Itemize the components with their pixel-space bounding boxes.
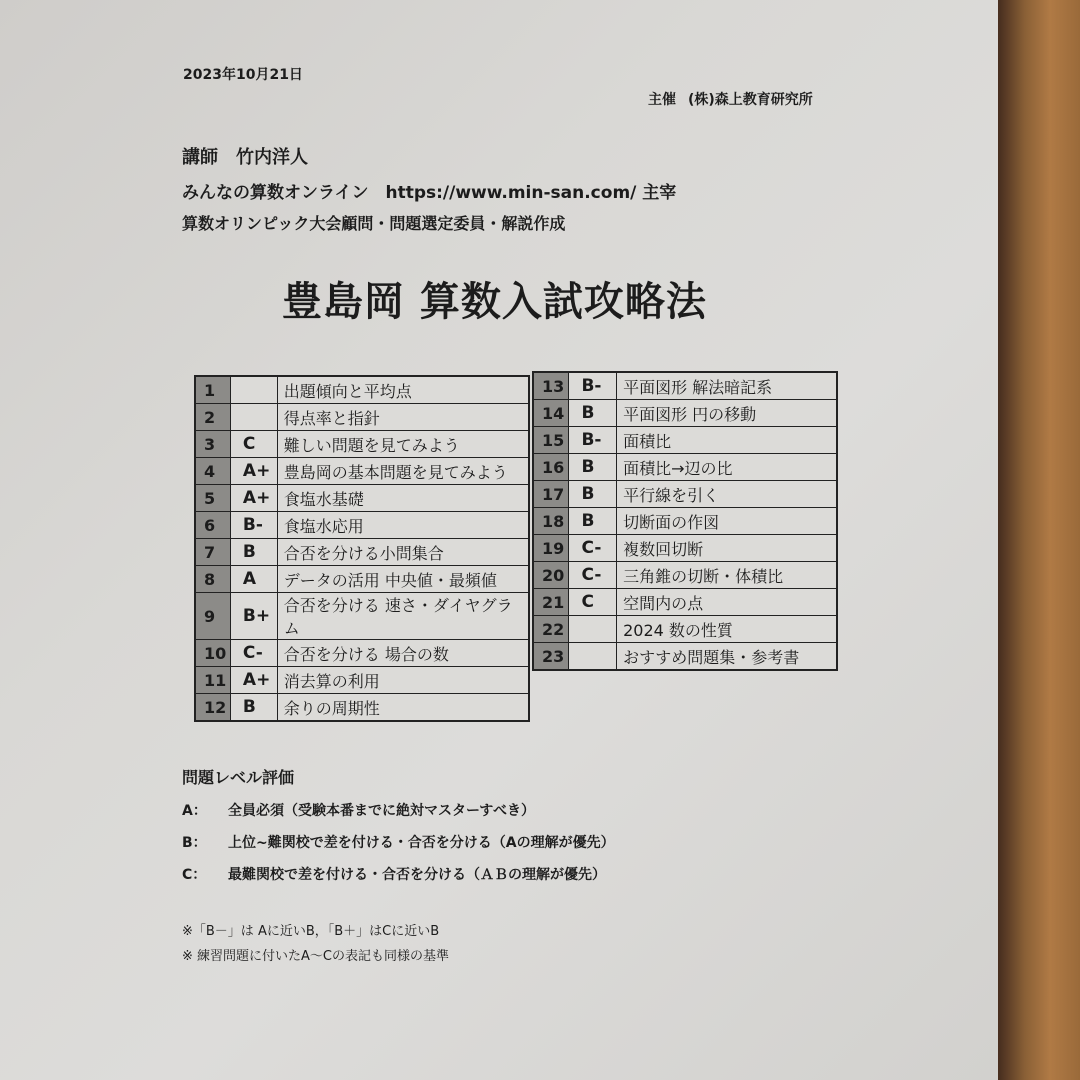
note-1: ※「B－」は Aに近いB，「B＋」はCに近いB xyxy=(182,924,440,939)
toc-row xyxy=(533,508,837,535)
toc-level: A+ xyxy=(230,667,277,694)
toc-number: 18 xyxy=(533,508,569,535)
toc-topic: 平面図形 解法暗記系 xyxy=(617,372,837,400)
level-a xyxy=(182,800,535,820)
toc-topic: データの活用 中央値・最頻値 xyxy=(277,566,529,593)
toc-number: 20 xyxy=(533,562,569,589)
toc-row xyxy=(195,458,529,485)
organizer xyxy=(648,89,825,109)
toc-topic: 複数回切断 xyxy=(617,535,837,562)
toc-number: 1 xyxy=(195,376,230,404)
toc-level: B xyxy=(569,508,617,535)
levels-heading: 問題レベル評価 xyxy=(182,768,295,787)
toc-number: 22 xyxy=(533,616,569,643)
toc-level: A+ xyxy=(230,458,277,485)
toc-topic: 余りの周期性 xyxy=(277,694,529,722)
toc-level: C xyxy=(569,589,617,616)
toc-topic: 消去算の利用 xyxy=(277,667,529,694)
toc-number: 19 xyxy=(533,535,569,562)
toc-topic: 面積比→辺の比 xyxy=(617,454,837,481)
toc-topic: 食塩水基礎 xyxy=(277,485,529,512)
level-a-key: A： xyxy=(182,803,207,819)
toc-row xyxy=(533,643,837,671)
toc-row xyxy=(195,376,529,404)
toc-level: C- xyxy=(230,640,277,667)
toc-row xyxy=(533,589,837,616)
toc-row xyxy=(195,431,529,458)
toc-topic: 平面図形 円の移動 xyxy=(617,400,837,427)
toc-topic: 食塩水応用 xyxy=(277,512,529,539)
toc-level: C- xyxy=(569,562,617,589)
toc-level xyxy=(569,643,617,671)
toc-number: 23 xyxy=(533,643,569,671)
toc-topic: 空間内の点 xyxy=(617,589,837,616)
toc-level xyxy=(569,616,617,643)
toc-number: 14 xyxy=(533,400,569,427)
toc-level: B xyxy=(569,454,617,481)
toc-topic: 平行線を引く xyxy=(617,481,837,508)
toc-level: B- xyxy=(230,512,277,539)
toc-level: B- xyxy=(569,372,617,400)
toc-row xyxy=(533,481,837,508)
toc-number: 7 xyxy=(195,539,230,566)
toc-row xyxy=(195,539,529,566)
toc-row xyxy=(195,566,529,593)
toc-row xyxy=(533,400,837,427)
toc-number: 17 xyxy=(533,481,569,508)
page-title: 豊島岡 算数入試攻略法 xyxy=(282,279,707,325)
level-c-desc: 最難関校で差を付ける・合否を分ける（ＡＢの理解が優先） xyxy=(228,867,606,883)
toc-level: A+ xyxy=(230,485,277,512)
toc-topic: 2024 数の性質 xyxy=(617,616,837,643)
toc-level: B+ xyxy=(230,593,277,640)
toc-table-right xyxy=(532,371,838,671)
toc-number: 9 xyxy=(195,593,230,640)
level-b-key: B： xyxy=(182,835,207,851)
level-a-desc: 全員必須（受験本番までに絶対マスターすべき） xyxy=(228,803,536,819)
toc-level: B xyxy=(569,400,617,427)
toc-level: B xyxy=(230,694,277,722)
toc-topic: 合否を分ける 場合の数 xyxy=(277,640,529,667)
toc-number: 11 xyxy=(195,667,230,694)
toc-topic: 面積比 xyxy=(617,427,837,454)
site-line: みんなの算数オンライン https://www.min-san.com/ 主宰 xyxy=(182,183,677,203)
toc-row xyxy=(195,485,529,512)
toc-level xyxy=(230,376,277,404)
toc-row xyxy=(533,372,837,400)
toc-row xyxy=(195,593,529,640)
toc-number: 3 xyxy=(195,431,230,458)
toc-row xyxy=(533,562,837,589)
toc-topic: 豊島岡の基本問題を見てみよう xyxy=(277,458,529,485)
toc-row xyxy=(533,454,837,481)
level-c xyxy=(182,864,606,884)
role-line: 算数オリンピック大会顧問・問題選定委員・解説作成 xyxy=(182,214,566,233)
toc-topic: 三角錐の切断・体積比 xyxy=(617,562,837,589)
toc-row xyxy=(195,667,529,694)
toc-number: 15 xyxy=(533,427,569,454)
note-2: ※ 練習問題に付いたA～Cの表記も同様の基準 xyxy=(182,949,449,964)
toc-level: C- xyxy=(569,535,617,562)
toc-table-left xyxy=(194,375,530,722)
toc-number: 4 xyxy=(195,458,230,485)
toc-topic: 出題傾向と平均点 xyxy=(277,376,529,404)
toc-row xyxy=(533,616,837,643)
level-b-desc: 上位~難関校で差を付ける・合否を分ける（Aの理解が優先） xyxy=(228,835,615,851)
toc-topic: 合否を分ける小問集合 xyxy=(277,539,529,566)
toc-row xyxy=(195,404,529,431)
toc-number: 5 xyxy=(195,485,230,512)
toc-level: C xyxy=(230,431,277,458)
toc-number: 8 xyxy=(195,566,230,593)
toc-topic: おすすめ問題集・参考書 xyxy=(617,643,837,671)
toc-number: 21 xyxy=(533,589,569,616)
date: 2023年10月21日 xyxy=(183,67,303,83)
toc-number: 12 xyxy=(195,694,230,722)
toc-level xyxy=(230,404,277,431)
toc-level: B xyxy=(569,481,617,508)
organizer-label: 主催 xyxy=(648,92,676,108)
level-b xyxy=(182,832,615,852)
toc-row xyxy=(533,535,837,562)
toc-level: A xyxy=(230,566,277,593)
toc-number: 16 xyxy=(533,454,569,481)
toc-number: 2 xyxy=(195,404,230,431)
toc-topic: 切断面の作図 xyxy=(617,508,837,535)
toc-level: B xyxy=(230,539,277,566)
toc-row xyxy=(533,427,837,454)
organizer-name: (株)森上教育研究所 xyxy=(688,92,813,108)
toc-number: 6 xyxy=(195,512,230,539)
level-c-key: C： xyxy=(182,867,207,883)
toc-row xyxy=(195,512,529,539)
toc-number: 13 xyxy=(533,372,569,400)
toc-row xyxy=(195,640,529,667)
toc-topic: 得点率と指針 xyxy=(277,404,529,431)
toc-topic: 合否を分ける 速さ・ダイヤグラム xyxy=(277,593,529,640)
toc-row xyxy=(195,694,529,722)
lecturer-line: 講師 竹内洋人 xyxy=(182,147,308,168)
toc-level: B- xyxy=(569,427,617,454)
toc-number: 10 xyxy=(195,640,230,667)
toc-topic: 難しい問題を見てみよう xyxy=(277,431,529,458)
